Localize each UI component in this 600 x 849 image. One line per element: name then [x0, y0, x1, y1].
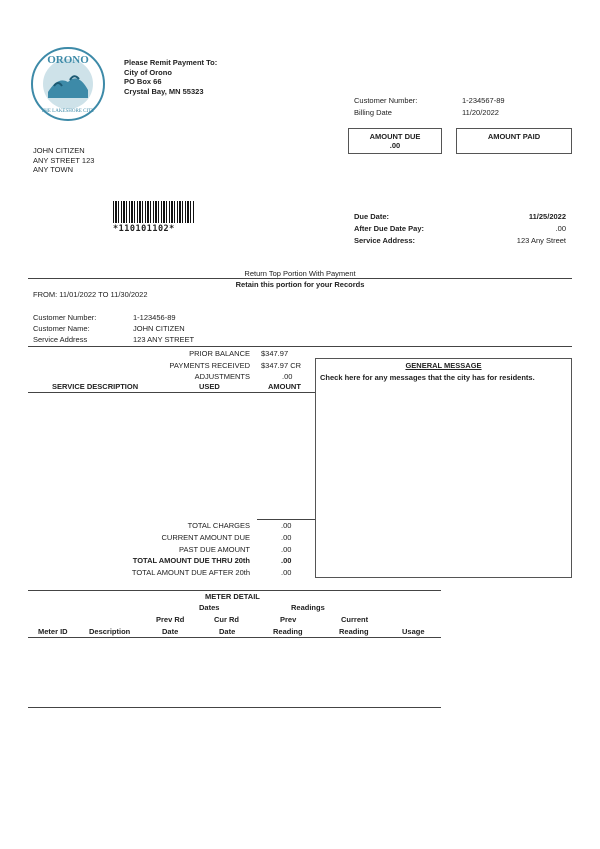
barcode-text: *110101102*	[113, 224, 175, 234]
general-message-box	[315, 358, 572, 578]
meter-prev-rd: Prev Rd	[156, 615, 185, 624]
tear-line	[28, 278, 572, 279]
acct-customer-name-label: Customer Name:	[33, 324, 90, 333]
acct-service-address-label: Service Address	[33, 335, 88, 344]
adjustments-value: .00	[282, 372, 293, 381]
total-row-value: .00	[281, 521, 292, 530]
after-due-value: .00	[555, 224, 566, 233]
billing-date: 11/20/2022	[462, 108, 499, 117]
meter-top-rule	[28, 590, 441, 591]
after-due-label: After Due Date Pay:	[354, 224, 425, 233]
acct-service-address: 123 ANY STREET	[133, 335, 195, 344]
amount-due-box	[348, 128, 442, 154]
meter-prev-date: Date	[162, 627, 179, 636]
remit-name: City of Orono	[124, 67, 172, 77]
acct-customer-number: 1-123456-89	[133, 313, 176, 322]
amount-due-value: .00	[389, 141, 401, 150]
meter-header-underline	[28, 637, 441, 638]
service-description-header: SERVICE DESCRIPTION	[52, 382, 139, 391]
total-row-value: .00	[281, 533, 292, 542]
total-row-label: TOTAL CHARGES	[187, 521, 250, 530]
prior-balance-label: PRIOR BALANCE	[189, 349, 250, 358]
address-line-3: ANY TOWN	[33, 165, 74, 174]
remit-box: PO Box 66	[124, 77, 162, 86]
total-row-value: .00	[281, 556, 292, 565]
meter-id-header: Meter ID	[38, 627, 68, 636]
meter-dates-header: Dates	[199, 603, 220, 612]
address-line-2: ANY STREET 123	[33, 155, 95, 165]
due-date-label: Due Date:	[354, 212, 390, 221]
return-top-note: Return Top Portion With Payment	[244, 269, 356, 278]
meter-detail-title: METER DETAIL	[205, 592, 260, 601]
amount-paid-box[interactable]	[456, 128, 572, 154]
top-customer-number-label: Customer Number:	[354, 96, 418, 105]
customer-address	[33, 146, 94, 175]
meter-description-header: Description	[89, 627, 131, 636]
service-header-underline	[28, 392, 316, 393]
total-row-value: .00	[281, 545, 292, 554]
top-customer-number: 1-234567-89	[462, 96, 505, 105]
acct-customer-number-label: Customer Number:	[33, 313, 97, 322]
prior-balance-value: $347.97	[261, 349, 289, 358]
logo-subtitle: THE LAKESHORE CITY	[41, 109, 95, 114]
meter-current-reading: Reading	[339, 627, 369, 636]
general-message-text: Check here for any messages that the city has for residents.	[320, 373, 535, 382]
acct-customer-name: JOHN CITIZEN	[133, 324, 185, 333]
address-line-1: JOHN CITIZEN	[33, 146, 85, 155]
billing-date-label: Billing Date	[354, 108, 392, 117]
total-row-label: PAST DUE AMOUNT	[179, 545, 250, 554]
retain-note: Retain this portion for your Records	[235, 280, 365, 289]
amount-paid-label: AMOUNT PAID	[487, 132, 541, 141]
service-address-top: 123 Any Street	[516, 236, 566, 245]
meter-cur-date: Date	[219, 627, 236, 636]
meter-current: Current	[341, 615, 369, 624]
orono-city-logo	[30, 46, 106, 122]
adjustments-label: ADJUSTMENTS	[194, 372, 250, 381]
total-row-label: TOTAL AMOUNT DUE THRU 20th	[132, 556, 250, 565]
totals-top-rule	[257, 519, 315, 520]
payment-barcode	[113, 201, 195, 223]
general-message-title: GENERAL MESSAGE	[405, 361, 482, 370]
amount-header: AMOUNT	[268, 382, 301, 391]
payments-label: PAYMENTS RECEIVED	[169, 361, 250, 370]
total-row-label: CURRENT AMOUNT DUE	[161, 533, 250, 542]
amount-due-label: AMOUNT DUE	[369, 132, 421, 141]
remit-heading: Please Remit Payment To:	[124, 58, 218, 67]
meter-prev-reading: Reading	[273, 627, 303, 636]
payments-value: $347.97 CR	[261, 361, 302, 370]
meter-prev: Prev	[280, 615, 297, 624]
meter-usage-header: Usage	[402, 627, 425, 636]
total-row-label: TOTAL AMOUNT DUE AFTER 20th	[131, 568, 250, 577]
remit-block	[124, 58, 217, 96]
used-header: USED	[199, 382, 220, 391]
due-date: 11/25/2022	[528, 212, 566, 221]
meter-readings-header: Readings	[291, 603, 325, 612]
billing-period: FROM: 11/01/2022 TO 11/30/2022	[33, 290, 148, 299]
service-address-label: Service Address:	[354, 236, 416, 245]
logo-title: ORONO	[47, 54, 89, 66]
account-divider	[28, 346, 572, 347]
meter-bottom-rule	[28, 707, 441, 708]
remit-city: Crystal Bay, MN 55323	[124, 86, 204, 96]
total-row-value: .00	[281, 568, 292, 577]
meter-cur-rd: Cur Rd	[214, 615, 239, 624]
